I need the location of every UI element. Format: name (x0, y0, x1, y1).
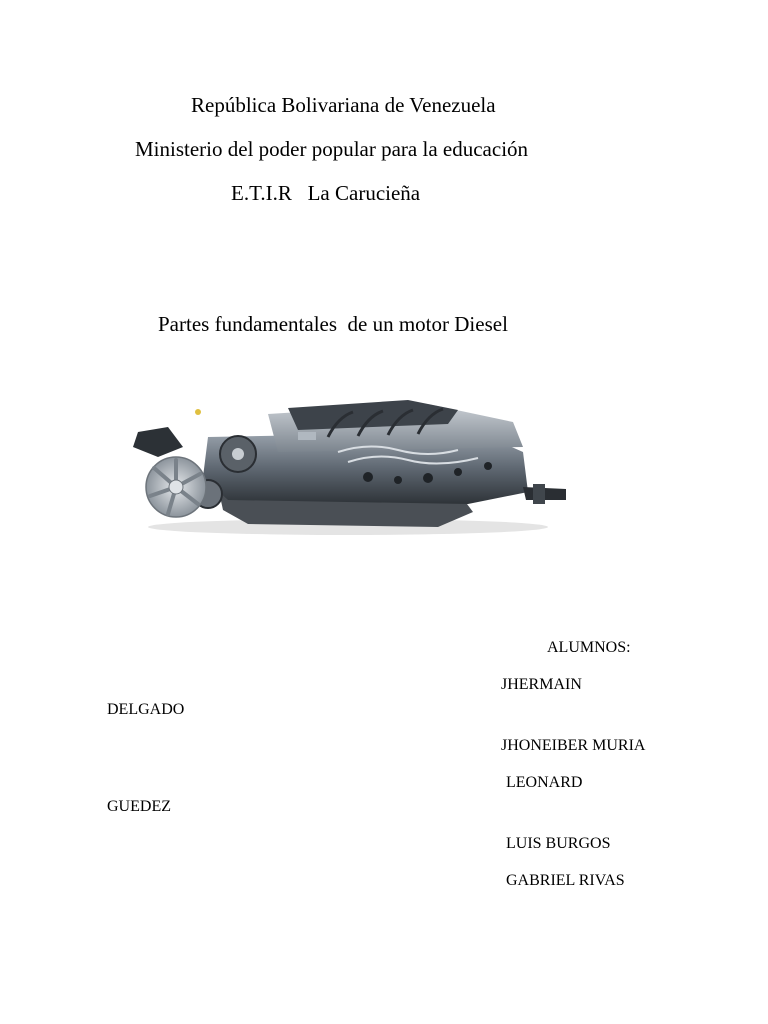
student-name-continuation: DELGADO (107, 701, 185, 718)
student-name: JHONEIBER MURIA (501, 737, 646, 754)
student-name-continuation: GUEDEZ (107, 798, 171, 815)
student-name: LEONARD (506, 774, 583, 791)
student-name: JHERMAIN (501, 676, 582, 693)
header-ministry: Ministerio del poder popular para la educación (135, 137, 529, 161)
document-title: Partes fundamentales de un motor Diesel (158, 312, 508, 336)
header-country: República Bolivariana de Venezuela (191, 93, 496, 117)
student-name: LUIS BURGOS (506, 835, 611, 852)
student-name: GABRIEL RIVAS (506, 872, 625, 889)
header-school: E.T.I.R La Carucieña (231, 181, 421, 205)
diesel-engine-image (128, 392, 568, 537)
students-label: ALUMNOS: (547, 639, 631, 656)
